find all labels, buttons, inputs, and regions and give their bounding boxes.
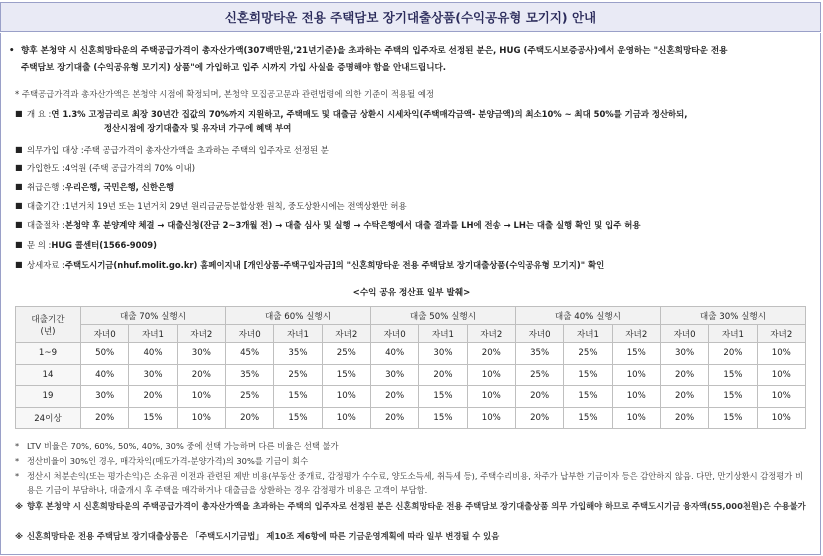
subcol-header: 자녀0 (515, 325, 563, 343)
item-value: 우리은행, 국민은행, 신한은행 (64, 182, 175, 192)
table-cell: 20% (370, 407, 418, 429)
square-bullet-icon: ■ (15, 240, 23, 249)
subcol-header: 자녀2 (322, 325, 370, 343)
table-cell: 25% (564, 343, 612, 365)
item-procedure (15, 218, 640, 232)
item-value: 연 1.3% 고정금리로 최장 30년간 집값의 70%까지 지원하고, 주택매도 및 대출금 상환시 시세차익(주택매각금액- 분양금액)의 최소10% ~ 최대 50%를 기금과 정산하되, (51, 109, 688, 119)
item-label: 개 요 : (27, 109, 52, 119)
table-row (16, 386, 806, 408)
table-cell: 10% (612, 407, 660, 429)
table-cell: 10% (322, 407, 370, 429)
table-caption: <수익 공유 정산표 일부 발췌> (352, 288, 471, 298)
square-bullet-icon: ■ (15, 201, 23, 210)
footnote-text: 신혼희망타운 전용 주택담보 장기대출상품은 「주택도시기금법」 제10조 제6항에 따른 기금운영계획에 따라 일부 변경될 수 있음 (27, 531, 500, 541)
subcol-header: 자녀1 (129, 325, 177, 343)
subcol-header: 자녀2 (177, 325, 225, 343)
table-cell: 20% (709, 343, 757, 365)
table-cell: 10% (757, 407, 805, 429)
footnote (15, 470, 810, 497)
page-title: 신혼희망타운 전용 주택담보 장기대출상품(수익공유형 모기지) 안내 (0, 2, 821, 32)
table-cell: 25% (515, 364, 563, 386)
item-label: 문 의 : (27, 240, 52, 250)
table-cell: 30% (177, 343, 225, 365)
table-cell: 35% (274, 343, 322, 365)
table-cell: 10% (757, 386, 805, 408)
square-bullet-icon: ■ (15, 109, 23, 118)
footnote (15, 530, 810, 544)
table-cell: 25% (225, 386, 273, 408)
table-cell: 10% (322, 386, 370, 408)
table-cell: 20% (660, 407, 708, 429)
intro-note: * 주택공급가격과 총자산가액은 본청약 시점에 확정되며, 본청약 모집공고문과 관련법령에 의한 기준이 적용될 예정 (15, 89, 435, 99)
table-cell: 35% (225, 364, 273, 386)
table-cell: 30% (129, 364, 177, 386)
table-cell: 15% (274, 386, 322, 408)
item-label: 취급은행 : (27, 182, 65, 192)
table-cell: 30% (370, 364, 418, 386)
footnote-text: LTV 비율은 70%, 60%, 50%, 40%, 30% 중에 선택 가능하며 다른 비율은 선택 불가 (27, 441, 339, 451)
corner-line-1: 대출기간 (31, 314, 65, 325)
item-value: 주택도시기금(nhuf.molit.go.kr) 홈페이지내 [개인상품-주택구입자금]의 "신혼희망타운 전용 주택담보 장기대출상품(수익공유형 모기지)" 확인 (64, 260, 605, 270)
item-value: 1년거치 19년 또는 1년거치 29년 원리금균등분할상환 원칙, 중도상환시에는 전액상환만 허용 (64, 201, 407, 211)
table-cell: 10% (612, 364, 660, 386)
square-bullet-icon: ■ (15, 220, 23, 229)
table-cell: 15% (419, 386, 467, 408)
table-header-row (16, 307, 806, 325)
table-cell: 15% (709, 386, 757, 408)
intro-line-1: 향후 본청약 시 신혼희망타운의 주택공급가격이 총자산가액(307백만원,'21년기준)을 초과하는 주택의 입주자로 선정된 분은, HUG (주택도시보증공사)에서 운영하는 "신혼희망타운 전용 (21, 46, 728, 56)
intro-paragraph (9, 43, 809, 77)
item-value: 본청약 후 분양계약 체결 → 대출신청(잔금 2~3개월 전) → 대출 심사 및 실행 → 수탁은행에서 대출 결과를 LH에 전송 → LH는 대출 실행 확인 및 입주 허용 (64, 220, 641, 230)
item-label: 상세자료 : (27, 260, 65, 270)
footnote-symbol: * (15, 471, 20, 481)
table-cell: 15% (564, 364, 612, 386)
subcol-header: 자녀0 (225, 325, 273, 343)
item-period (15, 199, 407, 213)
table-subheader-row (16, 325, 806, 343)
subcol-header: 자녀1 (274, 325, 322, 343)
item-contact (15, 238, 157, 252)
item-value: 주택 공급가격이 총자산가액을 초과하는 주택의 입주자로 선정된 분 (83, 145, 329, 155)
item-limit (15, 161, 195, 175)
footnote-symbol: * (15, 456, 20, 466)
table-cell: 30% (660, 343, 708, 365)
square-bullet-icon: ■ (15, 145, 23, 154)
footnote-symbol: ※ (15, 531, 24, 541)
subcol-header: 자녀1 (564, 325, 612, 343)
table-cell: 25% (274, 364, 322, 386)
item-banks (15, 180, 174, 194)
table-cell: 10% (467, 386, 515, 408)
bullet-icon: • (9, 46, 15, 56)
footnote-text: 향후 본청약 시 신혼희망타운의 주택공급가격이 총자산가액을 초과하는 주택의 입주자로 선정된 분은 신혼희망타운 전용 주택담보 장기대출상품 의무 가입해야 하므로 주택도시기금 융자액(55,000천원)은 수용불가 (27, 501, 806, 511)
group-header: 대출 30% 실행시 (660, 307, 805, 325)
corner-line-2: (년) (40, 326, 56, 337)
table-cell: 10% (467, 407, 515, 429)
notice-box (0, 33, 821, 555)
footnote-text: 정산시 처분손익(또는 평가손익)은 소유권 이전과 관련된 제반 비용(부동산 중개료, 감정평가 수수료, 양도소득세, 취득세 등), 주택수리비용, 차주가 납부한 기금이자 등은 감안하지 않음. 다만, 만기상환시 감정평가 비용은 기금이 부담하나, 대출개시 후 주택을 매각하거나 대출금을 상환하는 경우 감정평가 비용은 고객이 부담함. (27, 471, 803, 495)
square-bullet-icon: ■ (15, 260, 23, 269)
table-cell: 20% (515, 386, 563, 408)
table-body (16, 343, 806, 429)
group-header: 대출 40% 실행시 (515, 307, 660, 325)
table-row (16, 343, 806, 365)
footnote-symbol: ※ (15, 501, 24, 511)
footnote (15, 500, 810, 514)
item-obligation (15, 143, 329, 157)
group-header: 대출 60% 실행시 (225, 307, 370, 325)
footnote-symbol: * (15, 441, 20, 451)
table-cell: 20% (370, 386, 418, 408)
subcol-header: 자녀2 (612, 325, 660, 343)
item-value: 4억원 (주택 공급가격의 70% 이내) (64, 163, 195, 173)
table-cell: 15% (564, 407, 612, 429)
table-cell: 15% (709, 407, 757, 429)
table-cell: 15% (709, 364, 757, 386)
table-cell: 25% (322, 343, 370, 365)
table-cell: 45% (225, 343, 273, 365)
period-cell: 24이상 (16, 407, 81, 429)
subcol-header: 자녀0 (660, 325, 708, 343)
item-label: 대출기간 : (27, 201, 65, 211)
item-details (15, 258, 604, 272)
footnote (15, 440, 810, 454)
table-cell: 20% (225, 407, 273, 429)
subcol-header: 자녀1 (709, 325, 757, 343)
period-cell: 14 (16, 364, 81, 386)
square-bullet-icon: ■ (15, 163, 23, 172)
table-cell: 15% (419, 407, 467, 429)
item-value: HUG 콜센터(1566-9009) (51, 240, 157, 250)
group-header: 대출 50% 실행시 (370, 307, 515, 325)
table-cell: 40% (129, 343, 177, 365)
item-value-cont: 정산시점에 장기대출자 및 유자녀 가구에 혜택 부여 (104, 123, 292, 133)
subcol-header: 자녀2 (467, 325, 515, 343)
period-cell: 1~9 (16, 343, 81, 365)
settlement-table (15, 306, 806, 429)
subcol-header: 자녀0 (81, 325, 129, 343)
table-cell: 10% (177, 407, 225, 429)
table-cell: 15% (612, 343, 660, 365)
table-cell: 35% (515, 343, 563, 365)
table-cell: 30% (81, 386, 129, 408)
table-cell: 40% (370, 343, 418, 365)
item-label: 대출절차 : (27, 220, 65, 230)
group-header: 대출 70% 실행시 (81, 307, 226, 325)
footnote (15, 455, 810, 469)
table-cell: 20% (515, 407, 563, 429)
item-label: 의무가입 대상 : (27, 145, 84, 155)
subcol-header: 자녀0 (370, 325, 418, 343)
table-cell: 50% (81, 343, 129, 365)
table-row (16, 407, 806, 429)
square-bullet-icon: ■ (15, 182, 23, 191)
corner-header (16, 307, 81, 343)
table-cell: 10% (612, 386, 660, 408)
table-cell: 40% (81, 364, 129, 386)
table-row (16, 364, 806, 386)
table-cell: 10% (467, 364, 515, 386)
table-cell: 10% (177, 386, 225, 408)
footnote-text: 정산비율이 30%인 경우, 매각차익(매도가격-분양가격)의 30%를 기금이 회수 (27, 456, 309, 466)
period-cell: 19 (16, 386, 81, 408)
table-cell: 20% (129, 386, 177, 408)
table-cell: 30% (419, 343, 467, 365)
table-cell: 15% (129, 407, 177, 429)
table-cell: 20% (467, 343, 515, 365)
intro-line-2: 주택담보 장기대출 (수익공유형 모기지) 상품"에 가입하고 입주 시까지 가입 사실을 증명해야 함을 안내드립니다. (21, 63, 447, 73)
table-cell: 15% (564, 386, 612, 408)
item-overview (15, 107, 688, 133)
table-cell: 20% (177, 364, 225, 386)
table-cell: 10% (757, 343, 805, 365)
subcol-header: 자녀2 (757, 325, 805, 343)
table-cell: 20% (419, 364, 467, 386)
item-label: 가입한도 : (27, 163, 65, 173)
table-cell: 20% (81, 407, 129, 429)
table-cell: 15% (274, 407, 322, 429)
subcol-header: 자녀1 (419, 325, 467, 343)
table-cell: 20% (660, 386, 708, 408)
table-cell: 10% (757, 364, 805, 386)
table-cell: 20% (660, 364, 708, 386)
table-cell: 15% (322, 364, 370, 386)
